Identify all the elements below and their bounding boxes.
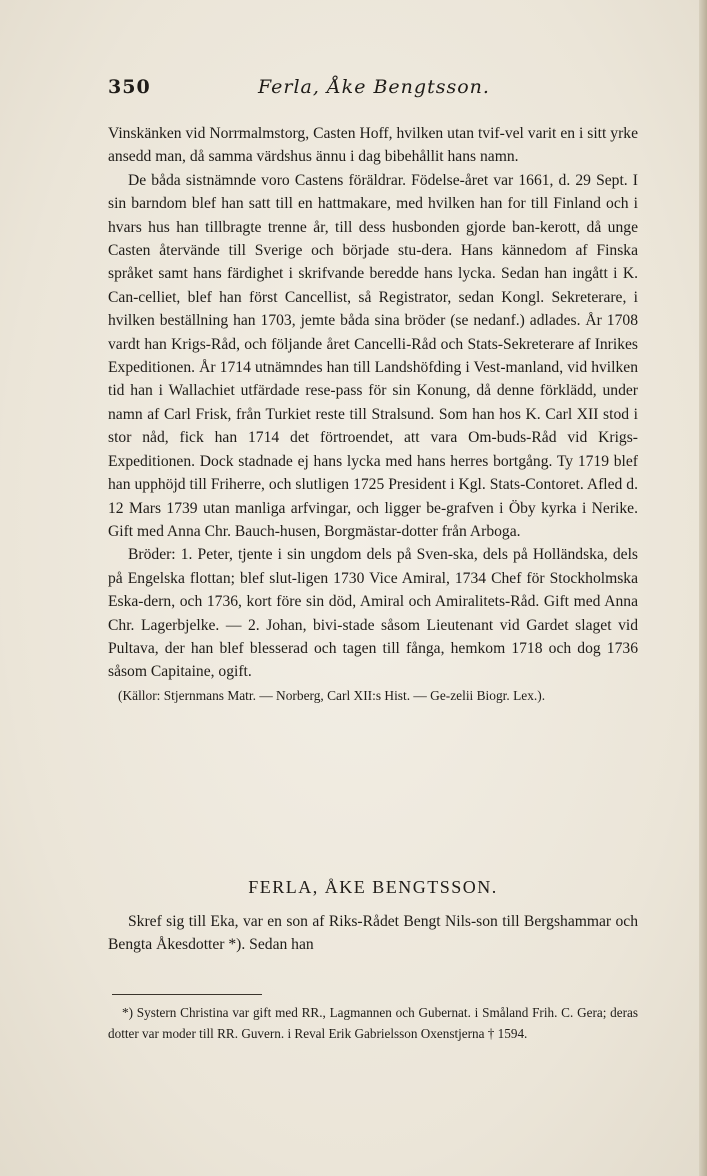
footnote-text: *) Systern Christina var gift med RR., Lagmannen och Gubernat. i Småland Frih. C. Gera; deras dotter var moder till RR. Guvern. i Reval Erik Gabrielsson Oxenstjerna † 1594. <box>108 1005 638 1041</box>
footnote-divider <box>112 994 262 995</box>
page-number: 350 <box>108 76 151 98</box>
entry-paragraph-continuation: Vinskänken vid Norrmalmstorg, Casten Hoff, hvilken utan tvif-vel varit en i sitt yrke ansedd man, då samma värdshus ännu i dag bibehållit hans namn. <box>108 125 638 166</box>
next-entry-paragraph: Skref sig till Eka, var en son af Riks-Rådet Bengt Nils-son till Bergshammar och Bengta Åkesdotter *). Sedan han <box>108 913 638 954</box>
next-entry-body <box>108 910 638 957</box>
entry-body <box>108 122 638 706</box>
page-gutter <box>699 0 707 1176</box>
entry-paragraph-brothers: Bröder: 1. Peter, tjente i sin ungdom dels på Sven-ska, dels på Holländska, dels på Engelska flottan; blef slut-ligen 1730 Vice Amiral, 1734 Chef för Stockholmska Eska-dern, och 1736, kort före sin död, Amiral och Amiralitets-Råd. Gift med Anna Chr. Lagerbjelke. — 2. Johan, bivi-stade såsom Lieutenant vid Gardet slaget vid Pultava, der han blef blesserad och tagen till fånga, hemkom 1718 och dog 1736 såsom Capitaine, ogift. <box>108 546 638 681</box>
next-entry-heading: FERLA, ÅKE BENGTSSON. <box>248 877 498 897</box>
entry-paragraph-biography: De båda sistnämnde voro Castens föräldrar. Födelse-året var 1661, d. 29 Sept. I sin barndom blef han satt till en hattmakare, med hvilken han for till Finland och i hvars hus han tillbragte trenne år, till dess husbonden gjorde ban-kerott, då unge Casten återvände till Sverige och började stu-dera. Hans kännedom af Finska språket samt hans färdighet i skrifvande beredde hans lycka. Sedan han ingått i K. Can-celliet, blef han först Cancellist, så Registrator, sedan Kongl. Sekreterare, i hvilken beställning han 1703, jemte båda sina bröder (se nedanf.) adlades. År 1708 vardt han Krigs-Råd, och följande året Cancelli-Råd och Stats-Sekreterare af Inrikes Expeditionen. År 1714 utnämndes han till Landshöfding i Vest-manland, vid hvilken tid han i Wallachiet utfärdade rese-pass för sin Konung, då denne förklädd, under namn af Carl Frisk, från Turkiet reste till Stralsund. Som han hos K. Carl XII stod i stor nåd, fick han 1714 det förtroendet, att vara Om-buds-Råd vid Krigs-Expeditionen. Dock stadnade ej hans lycka med hans herres bortgång. Ty 1719 blef han upphöjd till Friherre, och slutligen 1725 President i Kgl. Stats-Contoret. Afled d. 12 Mars 1739 utan manliga arfvingar, och ligger be-grafven i Öby kyrka i Nerike. Gift med Anna Chr. Bauch-husen, Borgmästar-dotter från Arboga. <box>108 171 638 540</box>
running-head: Ferla, Åke Bengtsson. <box>258 76 490 98</box>
page-header <box>108 76 628 106</box>
footnote <box>108 1002 638 1044</box>
entry-sources: (Källor: Stjernmans Matr. — Norberg, Carl XII:s Hist. — Ge-zelii Biogr. Lex.). <box>118 687 546 703</box>
